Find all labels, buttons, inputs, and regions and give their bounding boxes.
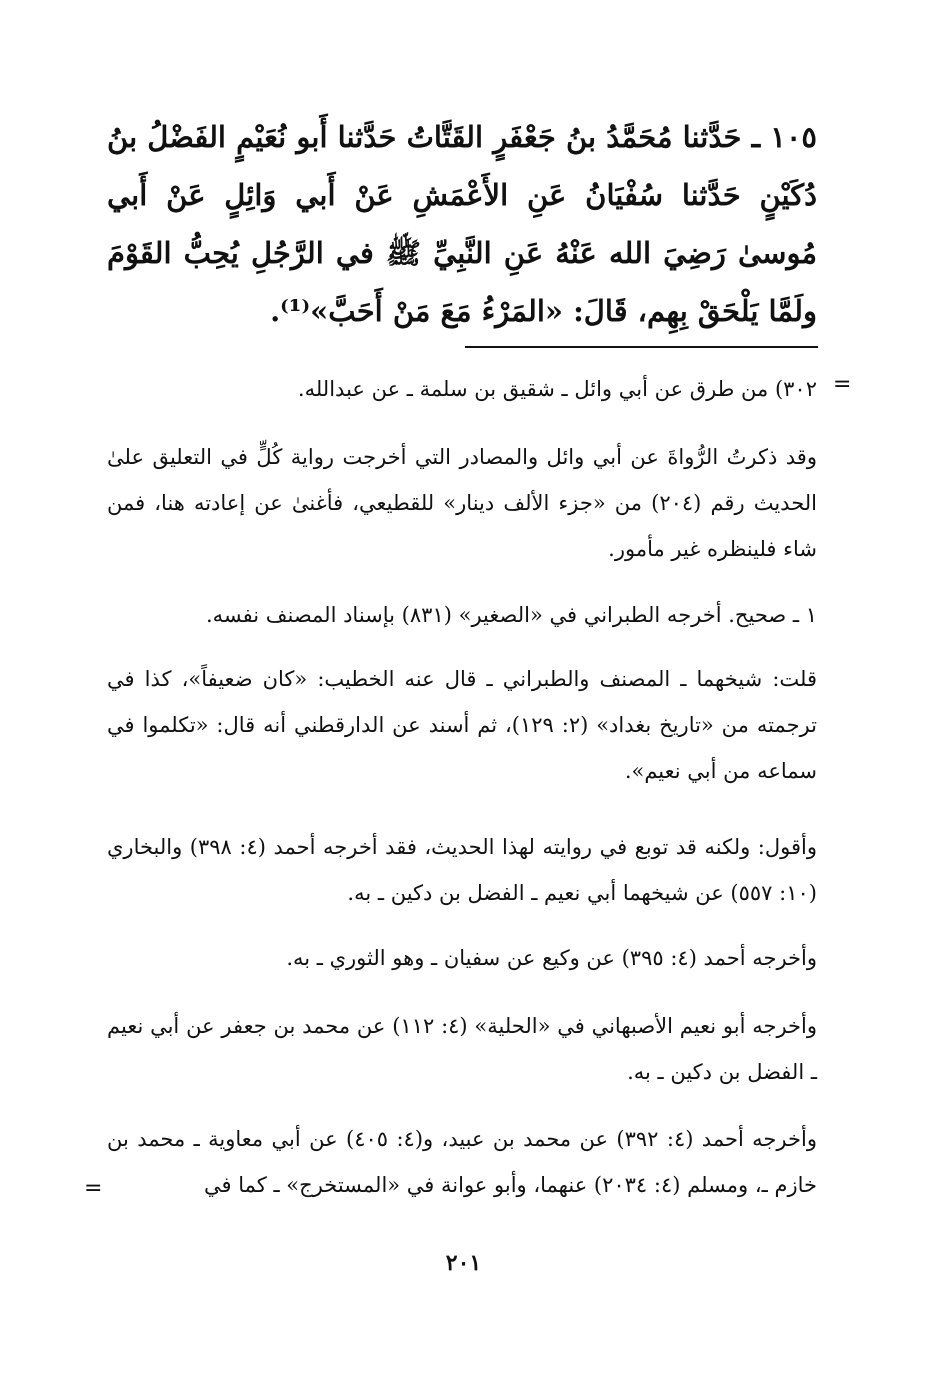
continuation-marker: = [833, 372, 852, 397]
footnote-continuation: ٣٠٢) من طرق عن أبي وائل ـ شقيق بن سلمة ـ عن عبدالله. [297, 377, 817, 401]
footnote-paragraph: قلت: شيخهما ـ المصنف والطبراني ـ قال عنه الخطيب: «كان ضعيفاً»، كذا في ترجمته من «تاريخ بغداد» (٢: ١٢٩)، ثم أسند عن الدارقطني أنه قال: «تكلموا في سماعه من أبي نعيم». [107, 667, 817, 783]
continuation-marker-end: = [84, 1176, 103, 1201]
footnote-paragraph: وقد ذكرتُ الرُّواةَ عن أبي وائل والمصادر التي أخرجت رواية كُلٍّ في التعليق علىٰ الحديث رقم (٢٠٤) من «جزء الألف دينار» للقطيعي، فأغنىٰ عن إعادته هنا، فمن شاء فلينظره غير مأمور. [107, 445, 817, 561]
footnote-paragraph: وأخرجه أحمد (٤: ٣٩٢) عن محمد بن عبيد، و(٤: ٤٠٥) عن أبي معاوية ـ محمد بن خازم ـ، ومسلم (٤: ٢٠٣٤) عنهما، وأبو عوانة في «المستخرج» ـ كما في [107, 1127, 817, 1197]
footnote-paragraph: ١ ـ صحيح. أخرجه الطبراني في «الصغير» (٨٣١) بإسناد المصنف نفسه. [205, 603, 817, 627]
footnote-paragraph: وأخرجه أبو نعيم الأصبهاني في «الحلية» (٤: ١١٢) عن محمد بن جعفر عن أبي نعيم ـ الفضل بن دكين ـ به. [107, 1014, 817, 1084]
page-number: ٢٠١ [445, 1250, 482, 1276]
hadith-text: ١٠٥ ـ حَدَّثنا مُحَمَّدُ بنُ جَعْفَرٍ القَتَّاتُ حَدَّثنا أَبو نُعَيْمٍ الفَضْلُ بنُ دُكَيْنٍ حَدَّثنا سُفْيَانُ عَنِ الأَعْمَشِ عَنْ أَبي وَائِلٍ عَنْ أَبي مُوسىٰ رَضِيَ الله عَنْهُ عَنِ النَّبِيِّ ﷺ في الرَّجُلِ يُحِبُّ القَوْمَ ولَمَّا يَلْحَقْ بِهِم، قَالَ: «المَرْءُ مَعَ مَنْ أَحَبَّ»⁽¹⁾. [107, 120, 817, 328]
footnote-divider [465, 346, 818, 348]
footnote-paragraph: وأخرجه أحمد (٤: ٣٩٥) عن وكيع عن سفيان ـ وهو الثوري ـ به. [286, 946, 817, 970]
footnote-paragraph: وأقول: ولكنه قد توبع في روايته لهذا الحديث، فقد أخرجه أحمد (٤: ٣٩٨) والبخاري (١٠: ٥٥٧) عن شيخهما أبي نعيم ـ الفضل بن دكين ـ به. [107, 835, 817, 905]
